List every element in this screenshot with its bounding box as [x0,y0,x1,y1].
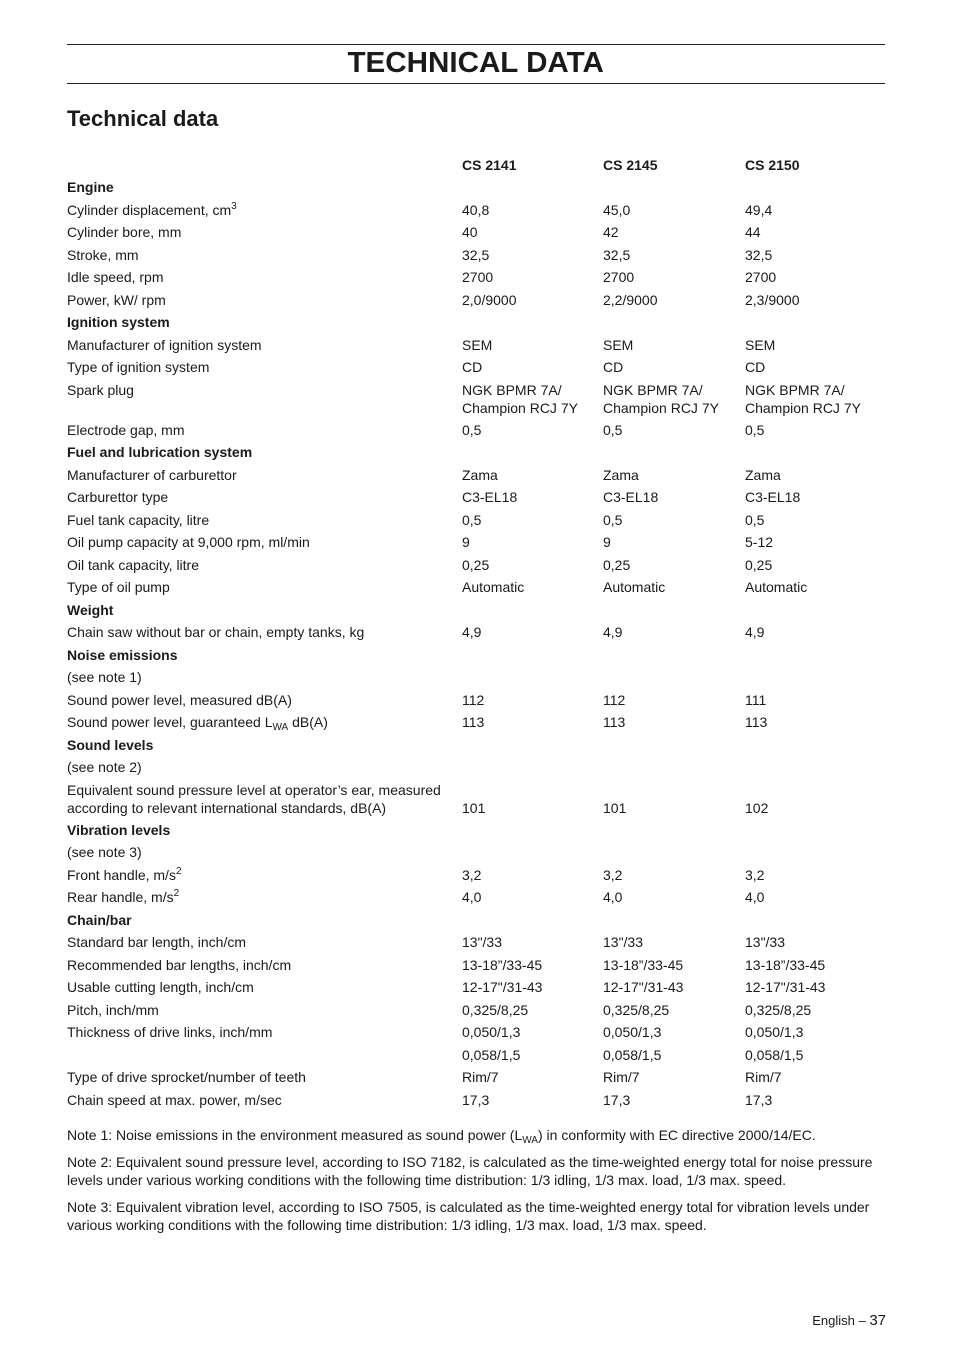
spec-row [67,336,887,359]
spec-row [67,691,887,714]
spec-value: CD [603,359,624,375]
model-column-header: CS 2141 [462,157,517,173]
spec-value: 0,050/1,3 [603,1024,662,1040]
spec-label: Sound power level, guaranteed $L_{WA}$ dB(A) [67,714,328,733]
group-label: Weight [67,601,114,618]
spec-row [67,421,887,444]
spec-value: C3-EL18 [603,489,659,505]
spec-row [67,1068,887,1091]
spec-row [67,381,887,421]
section-title: Technical data [67,106,219,131]
spec-label: Oil pump capacity at 9,000 rpm, ml/min [67,534,310,550]
spec-group-heading [67,601,887,624]
spec-label: Chain saw without bar or chain, empty tanks, kg [67,624,365,640]
page-footer [812,1312,886,1329]
spec-row [67,291,887,314]
spec-row [67,933,887,956]
spec-row [67,556,887,579]
spec-value: 0,325/8,25 [745,1001,812,1018]
spec-label: Pitch, inch/mm [67,1001,159,1018]
spec-value: 42 [603,224,619,240]
group-label: Sound levels [67,736,154,753]
spec-label: (see note 3) [67,844,142,860]
spec-group-heading [67,178,887,201]
spec-value: 12-17"/31-43 [603,979,684,995]
note-3: Note 3: Equivalent vibration level, according to ISO 7505, is calculated as the time-weighted energy total for vibration levels under various working conditions with the following time distribution: 1/3 idling, 1/3 max. load, 1/3 max. speed. [67,1199,870,1233]
spec-value: SEM [745,336,776,353]
spec-value: C3-EL18 [745,489,801,505]
spec-group-heading [67,443,887,466]
spec-row [67,578,887,601]
spec-label: Sound power level, measured dB(A) [67,691,292,708]
spec-value: 4,0 [462,889,482,905]
spec-label: Rear handle, $m/s^2$ [67,888,180,905]
spec-table [67,178,887,1113]
spec-value: 0,325/8,25 [462,1001,529,1018]
spec-row [67,1023,887,1046]
spec-label: Front handle, $m/s^2$ [67,865,182,883]
spec-row [67,978,887,1001]
spec-label: Standard bar length, inch/cm [67,934,246,950]
spec-value: 3,2 [745,866,765,883]
spec-value: 0,5 [462,511,482,528]
spec-row [67,1046,887,1069]
spec-value: 0,5 [462,421,482,438]
spec-value: 4,9 [462,624,482,640]
spec-value: 5-12 [745,534,774,550]
spec-value: 2,3/9000 [745,291,800,308]
spec-value: 40 [462,224,478,240]
spec-value: 101 [462,799,486,816]
spec-label: Thickness of drive links, inch/mm [67,1024,273,1040]
spec-label: Chain speed at max. power, m/sec [67,1091,282,1108]
page-number: 37 [869,1312,886,1329]
spec-value: 2700 [603,269,635,285]
spec-value: 9 [603,534,611,550]
spec-value: 0,5 [745,421,765,438]
spec-value: 2700 [745,269,777,285]
spec-value: 49,4 [745,201,773,218]
spec-value: 9 [462,534,470,550]
spec-label: Carburettor type [67,489,169,505]
spec-value: 113 [462,714,485,730]
spec-value: 40,8 [462,201,490,218]
spec-row [67,758,887,781]
spec-row [67,888,887,911]
group-label: Engine [67,179,114,195]
spec-value: 32,5 [745,246,773,263]
spec-value: 32,5 [603,246,631,263]
spec-label: (see note 2) [67,759,142,775]
spec-row [67,956,887,979]
spec-value: 0,325/8,25 [603,1001,670,1018]
spec-row [67,488,887,511]
model-column-header: CS 2150 [745,157,800,173]
spec-row [67,223,887,246]
spec-label: Type of ignition system [67,359,210,375]
spec-value: 4,9 [745,624,765,640]
spec-row [67,781,887,821]
spec-label: Type of oil pump [67,579,170,595]
spec-row [67,1001,887,1024]
spec-value: NGK BPMR 7A/ Champion RCJ 7Y [603,381,719,416]
spec-value: 0,25 [462,556,490,573]
spec-value: 12-17"/31-43 [745,979,826,995]
spec-label: Usable cutting length, inch/cm [67,979,254,995]
spec-value: CD [745,359,766,375]
spec-label: Stroke, mm [67,246,139,263]
spec-value: Automatic [462,579,525,595]
spec-value: C3-EL18 [462,489,518,505]
spec-label: Power, kW/ rpm [67,291,166,308]
spec-value: 12-17"/31-43 [462,979,543,995]
spec-label: Fuel tank capacity, litre [67,511,210,528]
spec-label: Cylinder bore, mm [67,224,182,240]
spec-value: 13-18”/33-45 [745,956,826,973]
spec-label: Cylinder displacement, $cm^3$ [67,200,237,218]
spec-value: 112 [462,691,485,708]
group-label: Ignition system [67,314,170,330]
note-2: Note 2: Equivalent sound pressure level, according to ISO 7182, is calculated as the time-weighted energy total for noise pressure levels under various working conditions with the following time distribution: 1/3 idling, 1/3 max. load, 1/3 max. speed. [67,1154,873,1188]
model-column-header: CS 2145 [603,157,658,173]
spec-value: SEM [462,336,493,353]
footer-dash: – [858,1313,866,1328]
spec-label: Manufacturer of ignition system [67,336,262,353]
spec-value: 17,3 [462,1091,490,1108]
spec-row [67,843,887,866]
spec-row [67,466,887,489]
spec-value: 13"/33 [603,934,644,950]
spec-value: Rim/7 [603,1069,640,1085]
spec-label: Manufacturer of carburettor [67,466,237,483]
group-label: Vibration levels [67,821,171,838]
spec-value: 0,5 [603,421,623,438]
spec-value: 101 [603,799,627,816]
spec-group-heading [67,313,887,336]
spec-value: CD [462,359,483,375]
spec-group-heading [67,646,887,669]
spec-value: 17,3 [745,1091,773,1108]
spec-label: Idle speed, rpm [67,269,164,285]
spec-value: 0,5 [745,511,765,528]
spec-value: Zama [745,466,781,483]
spec-value: 113 [603,714,626,730]
spec-value: 0,5 [603,511,623,528]
spec-label: Recommended bar lengths, inch/cm [67,956,292,973]
spec-value: NGK BPMR 7A/ Champion RCJ 7Y [462,381,578,416]
spec-value: 0,050/1,3 [745,1024,804,1040]
spec-value: 0,25 [745,556,773,573]
spec-row [67,201,887,224]
spec-value: 13"/33 [462,934,503,950]
spec-row [67,268,887,291]
spec-value: 112 [603,691,626,708]
spec-row [67,1091,887,1114]
spec-value: 0,050/1,3 [462,1024,521,1040]
spec-value: Automatic [745,579,808,595]
spec-row [67,623,887,646]
spec-value: 3,2 [603,866,623,883]
spec-row [67,358,887,381]
spec-value: Zama [603,466,639,483]
spec-value: 32,5 [462,246,490,263]
spec-value: 0,058/1,5 [745,1046,804,1063]
spec-row [67,511,887,534]
spec-label: Oil tank capacity, litre [67,556,200,573]
spec-value: 13"/33 [745,934,786,950]
spec-value: 44 [745,224,761,240]
spec-value: Rim/7 [462,1069,499,1085]
footer-language: English [812,1313,855,1328]
group-label: Fuel and lubrication system [67,444,253,460]
spec-value: 2700 [462,269,494,285]
spec-value: 0,25 [603,556,631,573]
spec-row [67,533,887,556]
spec-row [67,246,887,269]
spec-label: (see note 1) [67,669,142,685]
spec-value: 0,058/1,5 [603,1046,662,1063]
header-title: TECHNICAL DATA [347,47,605,79]
spec-value: 2,0/9000 [462,291,517,308]
spec-value: 13-18”/33-45 [603,956,684,973]
spec-label: Spark plug [67,381,134,398]
spec-value: 17,3 [603,1091,631,1108]
spec-row [67,713,887,736]
spec-value: 111 [745,691,767,708]
spec-value: SEM [603,336,634,353]
spec-value: 4,0 [745,889,765,905]
notes [67,1126,887,1243]
spec-value: 102 [745,799,769,816]
note-1: Note 1: Noise emissions in the environment measured as sound power $(L_{WA})$ in conformity with EC directive 2000/14/EC. [67,1127,816,1146]
spec-group-heading [67,911,887,934]
spec-label: Equivalent sound pressure level at operator’s ear, measured according to relevant international standards, dB(A) [67,781,441,816]
spec-value: Automatic [603,579,666,595]
group-label: Chain/bar [67,911,132,928]
spec-value: 4,0 [603,889,623,905]
spec-value: Rim/7 [745,1069,782,1085]
spec-value: 3,2 [462,866,482,883]
spec-value: 4,9 [603,624,623,640]
spec-group-heading [67,821,887,844]
spec-row [67,668,887,691]
spec-label: Electrode gap, mm [67,421,185,438]
spec-value: Zama [462,466,498,483]
spec-value: 113 [745,714,768,730]
page-header [67,44,885,84]
spec-label: Type of drive sprocket/number of teeth [67,1069,306,1085]
spec-value: 13-18”/33-45 [462,956,543,973]
spec-row [67,866,887,889]
spec-group-heading [67,736,887,759]
spec-value: 0,058/1,5 [462,1046,521,1063]
spec-value: 2,2/9000 [603,291,658,308]
spec-value: 45,0 [603,201,631,218]
group-label: Noise emissions [67,646,178,663]
spec-value: NGK BPMR 7A/ Champion RCJ 7Y [745,381,861,416]
